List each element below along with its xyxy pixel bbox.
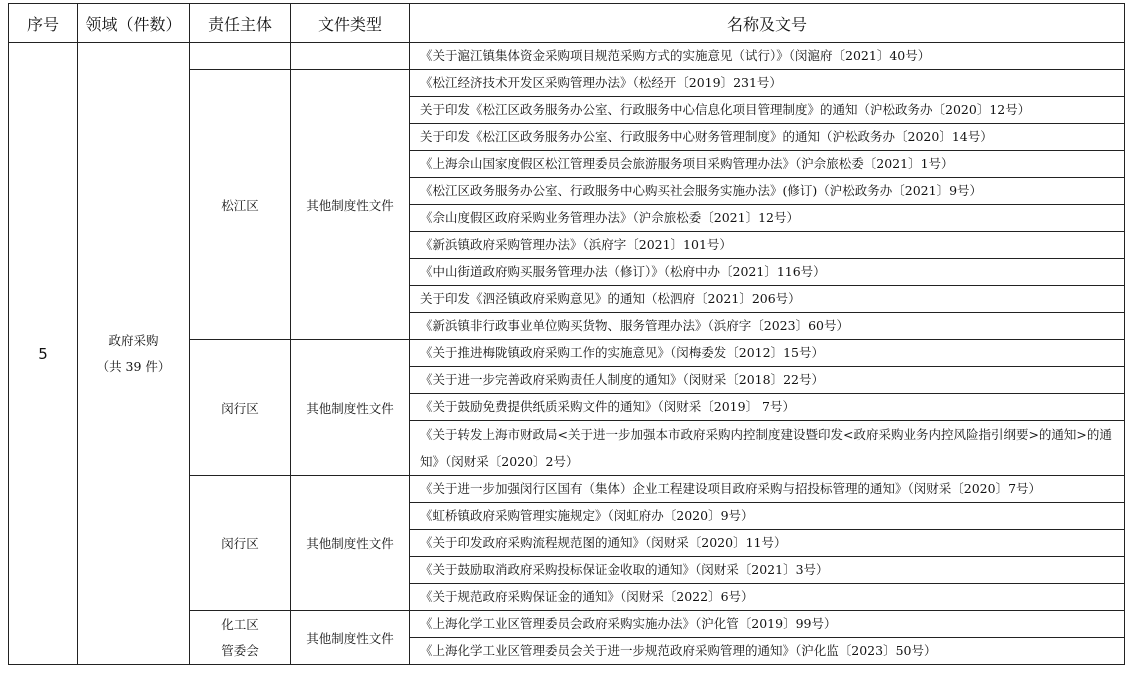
procurement-table [8,3,1125,665]
doc-cell: 《关于规范政府采购保证金的通知》（闵财采〔2022〕6号） [410,584,1125,611]
doc-cell: 《关于滬江镇集体资金采购项目规范采购方式的实施意见（试行）》（闵滬府〔2021〕40号） [410,43,1125,70]
header-entity: 责任主体 [190,4,291,43]
doc-cell: 《关于鼓励取消政府采购投标保证金收取的通知》（闵财采〔2021〕3号） [410,557,1125,584]
entity-cell-chem [190,611,291,665]
doc-cell: 《关于转发上海市财政局<关于进一步加强本市政府采购内控制度建设暨印发<政府采购业务内控风险指引纲要>的通知>的通知》（闵财采〔2020〕2号） [410,421,1125,476]
header-seq: 序号 [9,4,78,43]
doc-cell: 《关于进一步加强闵行区国有（集体）企业工程建设项目政府采购与招投标管理的通知》（闵财采〔2020〕7号） [410,476,1125,503]
type-cell-chem: 其他制度性文件 [291,611,410,665]
entity-chem-line1: 化工区 [221,616,259,632]
doc-cell: 《上海佘山国家度假区松江管理委员会旅游服务项目采购管理办法》（沪佘旅松委〔2021〕1号） [410,151,1125,178]
doc-cell: 《新浜镇政府采购管理办法》（浜府字〔2021〕101号） [410,232,1125,259]
doc-cell: 《佘山度假区政府采购业务管理办法》（沪佘旅松委〔2021〕12号） [410,205,1125,232]
doc-cell: 《中山街道政府购买服务管理办法（修订）》（松府中办〔2021〕116号） [410,259,1125,286]
type-cell-minhang-2: 其他制度性文件 [291,476,410,611]
doc-cell: 《虹桥镇政府采购管理实施规定》（闵虹府办〔2020〕9号） [410,503,1125,530]
entity-chem-line2: 管委会 [221,642,259,658]
doc-cell: 关于印发《松江区政务服务办公室、行政服务中心信息化项目管理制度》的通知（沪松政务办〔2020〕12号） [410,97,1125,124]
doc-cell: 关于印发《泗泾镇政府采购意见》的通知（松泗府〔2021〕206号） [410,286,1125,313]
header-name: 名称及文号 [410,4,1125,43]
doc-cell: 《关于鼓励免费提供纸质采购文件的通知》（闵财采〔2019〕 7号） [410,394,1125,421]
domain-count: （共 39 件） [96,358,171,374]
entity-cell-songjiang: 松江区 [190,70,291,340]
entity-cell [190,43,291,70]
doc-cell: 《上海化学工业区管理委员会政府采购实施办法》（沪化管〔2019〕99号） [410,611,1125,638]
header-type: 文件类型 [291,4,410,43]
doc-cell: 《新浜镇非行政事业单位购买货物、服务管理办法》（浜府字〔2023〕60号） [410,313,1125,340]
type-cell-minhang-1: 其他制度性文件 [291,340,410,476]
entity-cell-minhang-2: 闵行区 [190,476,291,611]
type-cell [291,43,410,70]
table-row [9,43,1125,70]
domain-cell [78,43,190,665]
entity-cell-minhang-1: 闵行区 [190,340,291,476]
doc-cell: 《关于印发政府采购流程规范图的通知》（闵财采〔2020〕11号） [410,530,1125,557]
seq-cell: 5 [9,43,78,665]
domain-name: 政府采购 [108,332,159,348]
doc-cell: 《关于推进梅陇镇政府采购工作的实施意见》（闵梅委发〔2012〕15号） [410,340,1125,367]
doc-cell: 关于印发《松江区政务服务办公室、行政服务中心财务管理制度》的通知（沪松政务办〔2020〕14号） [410,124,1125,151]
doc-cell: 《上海化学工业区管理委员会关于进一步规范政府采购管理的通知》（沪化监〔2023〕50号） [410,638,1125,665]
doc-cell: 《关于进一步完善政府采购责任人制度的通知》（闵财采〔2018〕22号） [410,367,1125,394]
header-domain: 领域（件数） [78,4,190,43]
doc-cell: 《松江经济技术开发区采购管理办法》（松经开〔2019〕231号） [410,70,1125,97]
type-cell-songjiang: 其他制度性文件 [291,70,410,340]
doc-cell: 《松江区政务服务办公室、行政服务中心购买社会服务实施办法》(修订)（沪松政务办〔2021〕9号） [410,178,1125,205]
header-row [9,4,1125,43]
